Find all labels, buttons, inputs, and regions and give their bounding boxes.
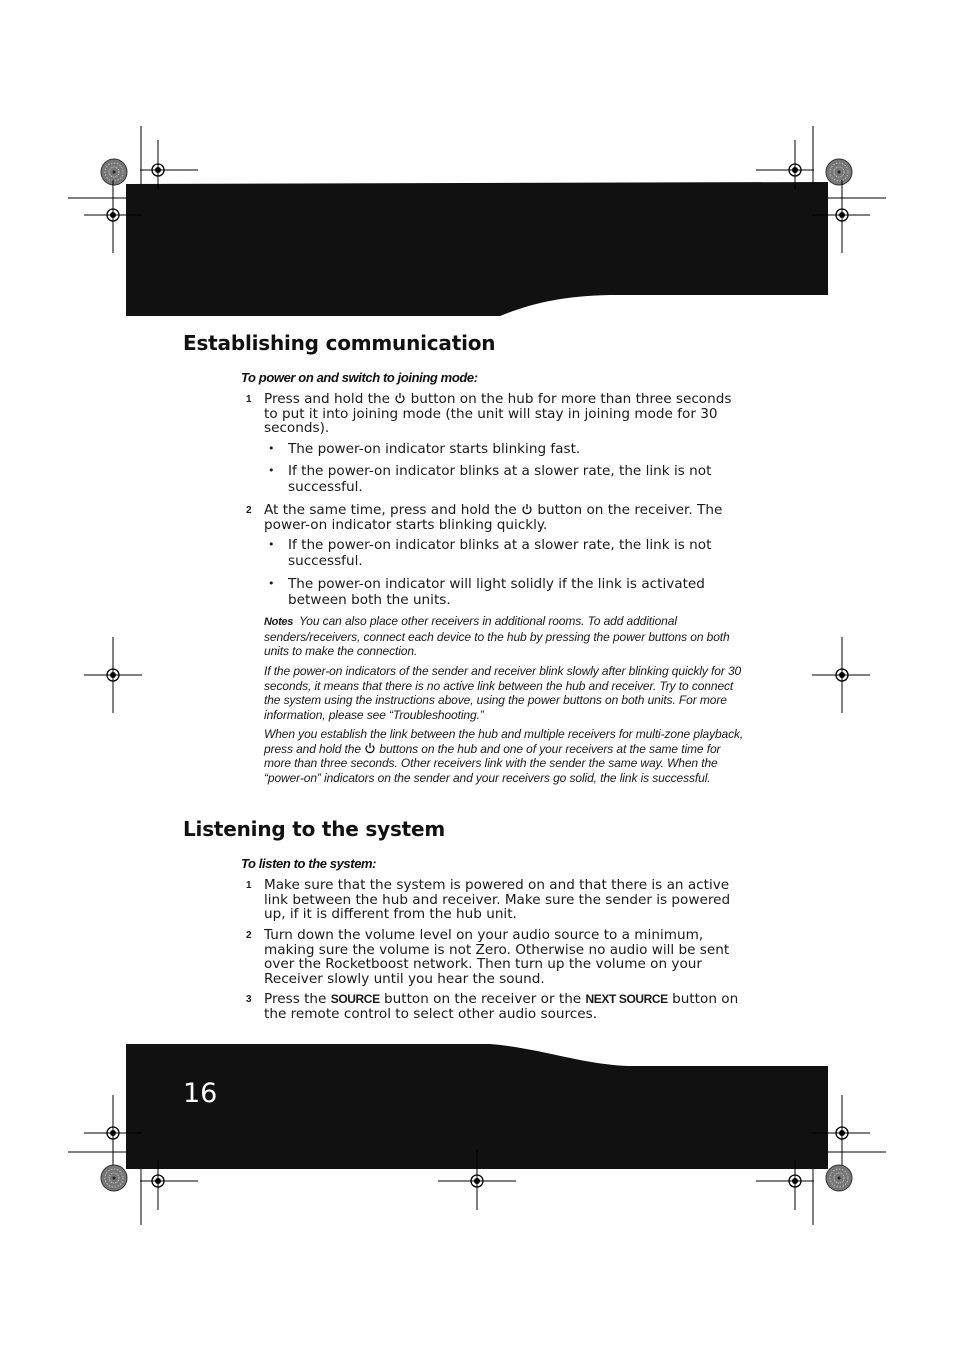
step-number: 3: [246, 994, 252, 1005]
source-button-label: SOURCE: [330, 992, 380, 1006]
procedure-title-joining: To power on and switch to joining mode:: [241, 370, 478, 385]
step-number: 1: [246, 880, 252, 891]
power-icon: [364, 742, 376, 754]
step-number: 2: [246, 930, 252, 941]
bullet-item: • The power-on indicator will light solidly if the link is activated between both the units.: [268, 576, 705, 608]
bullet-item: • If the power-on indicator blinks at a slower rate, the link is not successful.: [268, 537, 712, 569]
step-2: 2 Turn down the volume level on your audio source to a minimum, making sure the volume is not Zero. Otherwise no audio will be sent over the Rocketboost network. Then turn up the volume on your Receiver slowly until you hear the sound.: [246, 927, 730, 987]
procedure-title-listen: To listen to the system:: [241, 856, 377, 871]
section-heading-listening: Listening to the system: [183, 817, 446, 841]
step-number: 1: [246, 394, 252, 405]
power-icon: [394, 392, 406, 404]
bullet-item: • If the power-on indicator blinks at a slower rate, the link is not successful.: [268, 463, 712, 495]
power-icon: [521, 503, 533, 515]
header-band: [126, 182, 828, 316]
next-source-button-label: NEXT SOURCE: [585, 992, 668, 1006]
note-3: When you establish the link between the hub and multiple receivers for multi-zone playback, press and hold the buttons on the hub and one of your receivers at the same time for more than three seconds. Other receivers link with the sender the same way. When the “power-on” indicators on the sender and your receivers go solid, the link is successful.: [264, 727, 744, 785]
step-number: 2: [246, 505, 252, 516]
notes-label: Notes: [264, 616, 294, 628]
note-1: Notes You can also place other receivers in additional rooms. To add additional senders/receivers, connect each device to the hub by pressing the power buttons on both units to make the connection.: [264, 614, 730, 659]
step-1: 1 Press and hold the button on the hub for more than three seconds to put it into joining mode (the unit will stay in joining mode for 30 seconds).: [246, 391, 732, 437]
note-2: If the power-on indicators of the sender and receiver blink slowly after blinking quickly for 30 seconds, it means that there is no active link between the hub and receiver. Try to connect the system using the instructions above, using the power buttons on both units. For more information, please see “Troubleshooting.”: [264, 664, 742, 722]
bullet-item: • The power-on indicator starts blinking fast.: [268, 441, 581, 457]
step-1: 1 Make sure that the system is powered on and that there is an active link between the hub and receiver. Make sure the sender is powered up, if it is different from the hub unit.: [246, 877, 731, 923]
page-number: 16: [183, 1078, 218, 1109]
step-2: 2 At the same time, press and hold the button on the receiver. The power-on indicator starts blinking quickly.: [246, 502, 723, 533]
step-3: 3 Press the SOURCE button on the receiver or the NEXT SOURCE button on the remote control to select other audio sources.: [246, 991, 739, 1022]
section-heading-establishing: Establishing communication: [183, 331, 496, 355]
